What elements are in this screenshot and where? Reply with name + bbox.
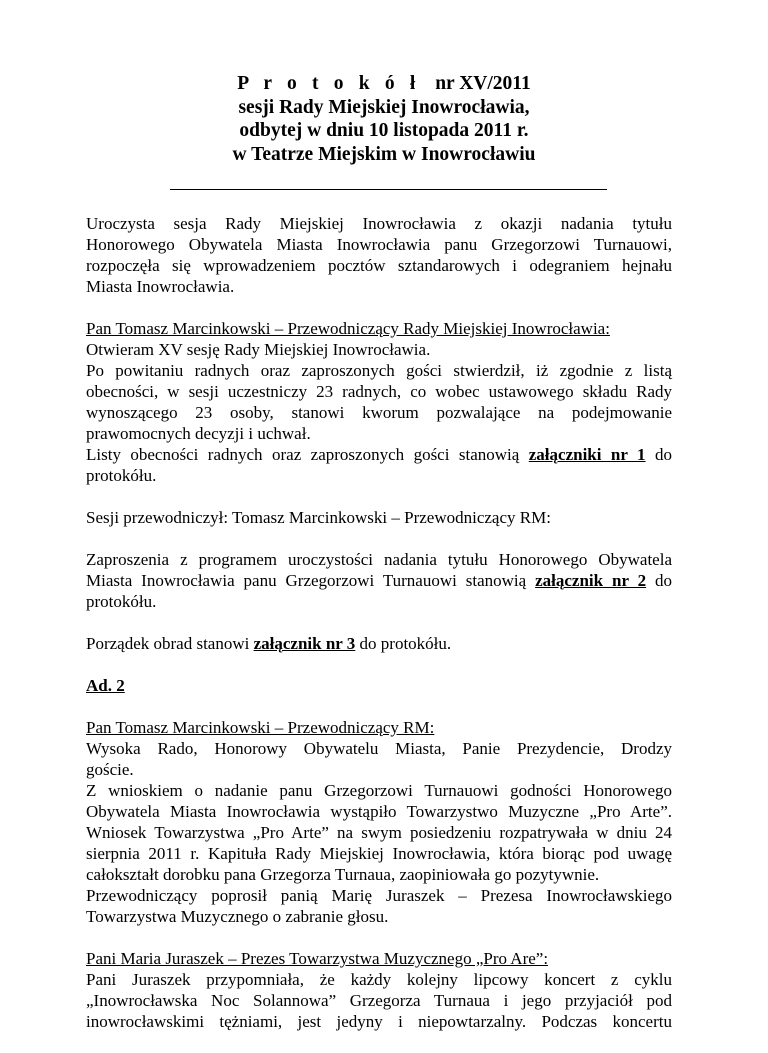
title-line-1: P r o t o k ó ł nr XV/2011 <box>237 73 531 94</box>
speaker-label: Pan Tomasz Marcinkowski – Przewodniczący Rady Miejskiej Inowrocławia: <box>86 319 610 338</box>
section-heading: Ad. 2 <box>86 676 125 695</box>
chair-speech-paragraph: Pan Tomasz Marcinkowski – Przewodniczący RM: Wysoka Rado, Honorowy Obywatelu Miasta, Panie Prezydencie, Drodzy goście. Z wnioskiem o nadanie panu Grzegorzowi Turnauowi godności Honorowego Obywatela Miasta Inowrocławia wystąpiło Towarzystwo Muzyczne „Pro Arte”. Wniosek Towarzystwa „Pro Arte” na swym posiedzeniu rozpatrywała w dniu 24 sierpnia 2011 r. Kapituła Rady Miejskiej Inowrocławia, która biorąc pod uwagę całokształt dorobku pana Grzegorza Turnaua, zaopiniowała go pozytywnie. Przewodniczący poprosił panią Marię Juraszek – Prezesa Inowrocławskiego Towarzystwa Muzycznego o zabranie głosu. <box>86 718 672 926</box>
document-title <box>0 72 768 166</box>
document-body <box>86 213 672 1053</box>
attachment-reference: załącznik nr 2 <box>535 571 647 590</box>
attachment-reference: załączniki nr 1 <box>528 445 646 464</box>
juraszek-paragraph: Pani Maria Juraszek – Prezes Towarzystwa Muzycznego „Pro Are”: Pani Juraszek przypomniała, że każdy kolejny lipcowy koncert z cyklu „Inowrocławska Noc Solannowa” Grzegorza Turnaua i jego przyjaciół pod inowrocławskimi tężniami, jest jedyny i niepowtarzalny. Podczas koncertu <box>86 949 672 1031</box>
agenda-paragraph: Porządek obrad stanowi załącznik nr 3 do protokółu. <box>86 634 452 653</box>
title-line-2: sesji Rady Miejskiej Inowrocławia, <box>238 96 530 118</box>
attachment-reference: załącznik nr 3 <box>253 634 356 653</box>
presided-paragraph: Sesji przewodniczył: Tomasz Marcinkowski – Przewodniczący RM: <box>86 508 551 527</box>
title-line-3: odbytej w dniu 10 listopada 2011 r. <box>239 120 529 141</box>
intro-paragraph: Uroczysta sesja Rady Miejskiej Inowrocławia z okazji nadania tytułu Honorowego Obywatela Miasta Inowrocławia panu Grzegorzowi Turnauowi, rozpoczęła się wprowadzeniem pocztów sztandarowych i odegraniem hejnału Miasta Inowrocławia. <box>86 214 672 296</box>
invitations-paragraph: Zaproszenia z programem uroczystości nadania tytułu Honorowego Obywatela Miasta Inowrocławia panu Grzegorzowi Turnauowi stanowią załącznik nr 2 do protokółu. <box>86 550 673 611</box>
section-heading-paragraph <box>86 675 672 696</box>
speaker-label: Pani Maria Juraszek – Prezes Towarzystwa Muzycznego „Pro Are”: <box>86 949 549 968</box>
title-line-4: w Teatrze Miejskim w Inowrocławiu <box>232 143 536 165</box>
title-divider <box>170 189 607 190</box>
speaker-label: Pan Tomasz Marcinkowski – Przewodniczący RM: <box>86 718 435 737</box>
chair-opening-paragraph: Pan Tomasz Marcinkowski – Przewodniczący Rady Miejskiej Inowrocławia: Otwieram XV sesję Rady Miejskiej Inowrocławia. Po powitaniu radnych oraz zaproszonych gości stwierdził, iż zgodnie z listą obecności, w sesji uczestniczy 23 radnych, co wobec ustawowego składu Rady wynoszącego 23 osoby, stanowi kworum pozwalające na podejmowanie prawomocnych decyzji i uchwał. Listy obecności radnych oraz zaproszonych gości stanowią załączniki nr 1 do protokółu. <box>86 319 672 485</box>
